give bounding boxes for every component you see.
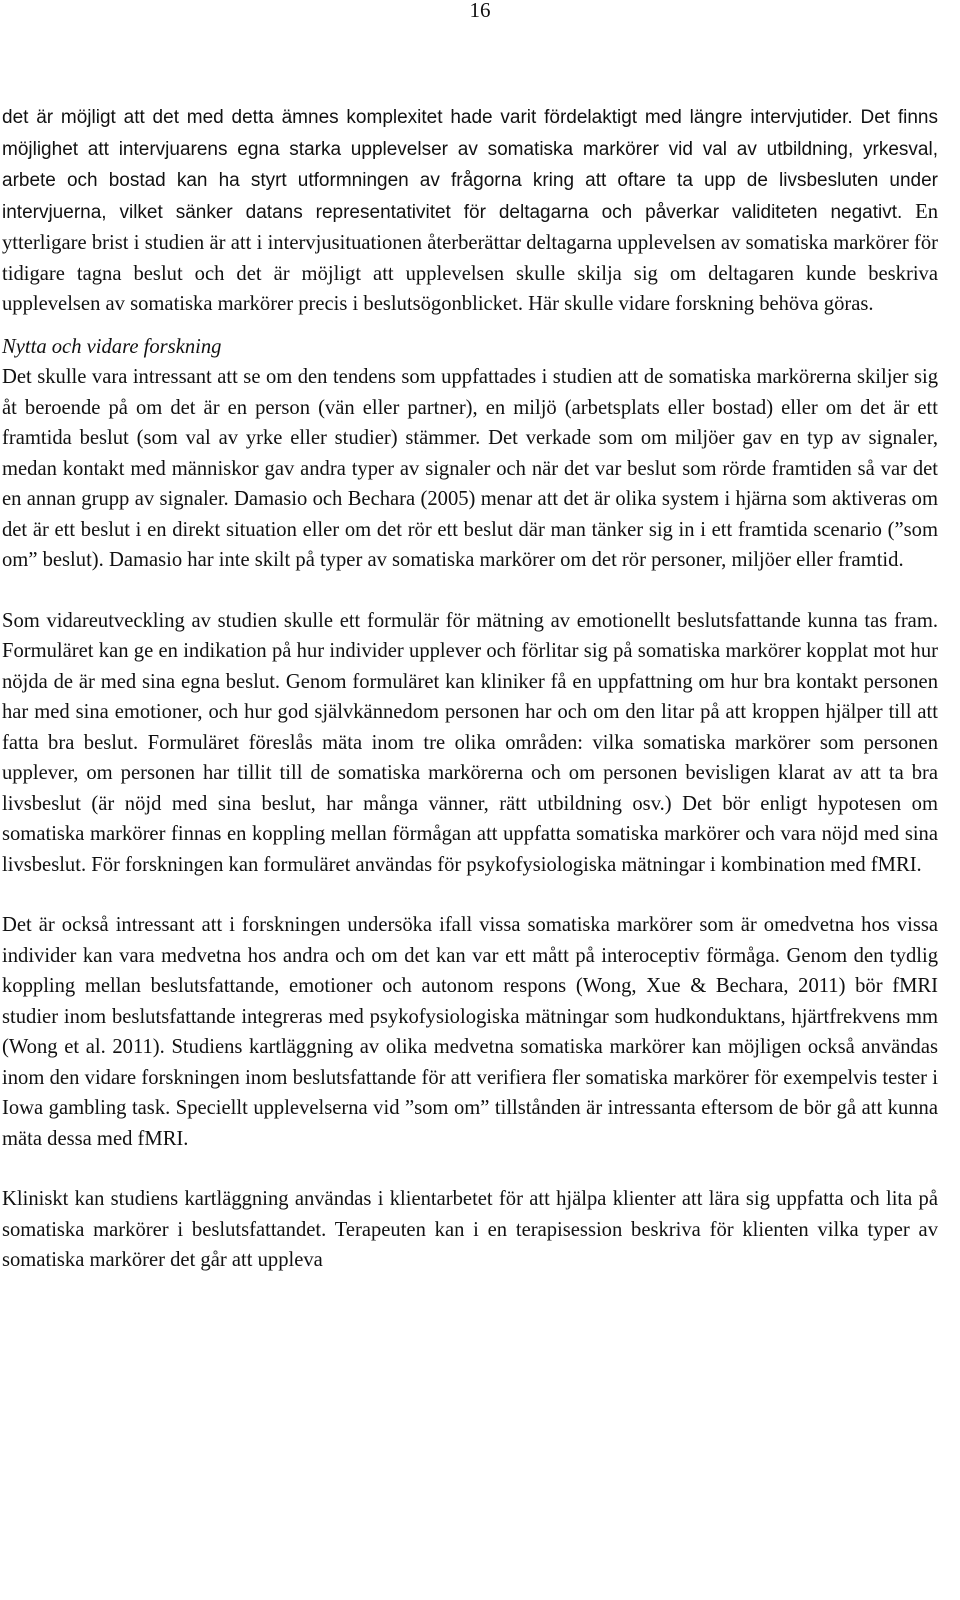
- section-heading: Nytta och vidare forskning: [2, 335, 222, 358]
- paragraph-limitations-sans-text: det är möjligt att det med detta ämnes komplexitet hade varit fördelaktigt med längre intervjutider. Det finns möjlighet att intervjuarens egna starka upplevelser av somatiska markörer vid val av utbildning, yrkesval, arbete och bostad kan ha styrt utformningen av frågorna kring att oftare ta upp de livsbesluten under intervjuerna, vilket sänker datans representativitet för deltagarna och påverkar validiteten negativt.: [2, 107, 938, 223]
- paragraph-somatic-tendency: Det skulle vara intressant att se om den tendens som uppfattades i studien att de somatiska markörerna skiljer sig åt beroende på om det är en person (vän eller partner), en miljö (arbetsplats eller bostad) eller om det är ett framtida beslut (som val av yrke eller studier) stämmer. Det verkade som om miljöer gav en typ av signaler, medan kontakt med människor gav andra typer av signaler och när det var beslut som rörde framtiden så var det en annan grupp av signaler. Damasio och Bechara (2005) menar att det är olika system i hjärna som aktiveras om det är ett beslut i en direkt situation eller om det rör ett beslut där man tänker sig in i ett framtida scenario (”som om” beslut). Damasio har inte skilt på typer av somatiska markörer om det rör personer, miljöer eller framtid.: [2, 366, 938, 571]
- page-number: 16: [469, 0, 491, 22]
- paragraph-limitations: [2, 102, 938, 320]
- paragraph-limitations-serif-text: En ytterligare brist i studien är att i intervjusituationen återberättar deltagarna upplevelsen av somatiska markörer för tidigare tagna beslut och det är möjligt att upplevelsen skulle skilja sig om deltagaren kunde beskriva upplevelsen av somatiska markörer precis i beslutsögonblicket. Här skulle vidare forskning behöva göras.: [2, 200, 938, 315]
- paragraph-research: Det är också intressant att i forskningen undersöka ifall vissa somatiska markörer som är omedvetna hos vissa individer kan vara medvetna hos andra och om det kan var ett mått på interoceptiv förmåga. Genom den tydlig koppling mellan beslutsfattande, emotioner och autonom respons (Wong, Xue & Bechara, 2011) bör fMRI studier inom beslutsfattande integreras med psykofysiologiska mätningar som hudkonduktans, hjärtfrekvens mm (Wong et al. 2011). Studiens kartläggning av olika medvetna somatiska markörer kan möjligen också användas inom den vidare forskningen inom beslutsfattande för att verifiera fler somatiska markörer för exempelvis tester i Iowa gambling task. Speciellt upplevelserna vid ”som om” tillstånden är intressanta eftersom de bör gå att kunna mäta dessa med fMRI.: [2, 914, 938, 1150]
- document-body: [2, 102, 938, 1276]
- paragraph-questionnaire: Som vidareutveckling av studien skulle ett formulär för mätning av emotionellt beslutsfattande kunna tas fram. Formuläret kan ge en indikation på hur individer upplever och förlitar sig på somatiska markörer kopplat mot hur nöjda de är med sina egna beslut. Genom formuläret kan kliniker få en uppfattning om hur bra kontakt personen har med sina emotioner, och hur god självkännedom personen har och om den litar på att kroppen hjälper till att fatta bra beslut. Formuläret föreslås mäta inom tre olika områden: vilka somatiska markörer som personen upplever, om personen har tillit till de somatiska markörerna och om personen bevisligen klarat av att ta bra livsbeslut (är nöjd med sina beslut, har många vänner, rätt utbildning osv.) Det bör enligt hypotesen om somatiska markörer finnas en koppling mellan förmågan att uppfatta somatiska markörer och vara nöjd med sina livsbeslut. För forskningen kan formuläret användas för psykofysiologiska mätningar i kombination med fMRI.: [2, 609, 938, 876]
- paragraph-clinical: Kliniskt kan studiens kartläggning användas i klientarbetet för att hjälpa klienter att lära sig uppfatta och lita på somatiska markörer i beslutsfattandet. Terapeuten kan i en terapisession beskriva för klienten vilka typer av somatiska markörer det går att uppleva: [2, 1188, 938, 1271]
